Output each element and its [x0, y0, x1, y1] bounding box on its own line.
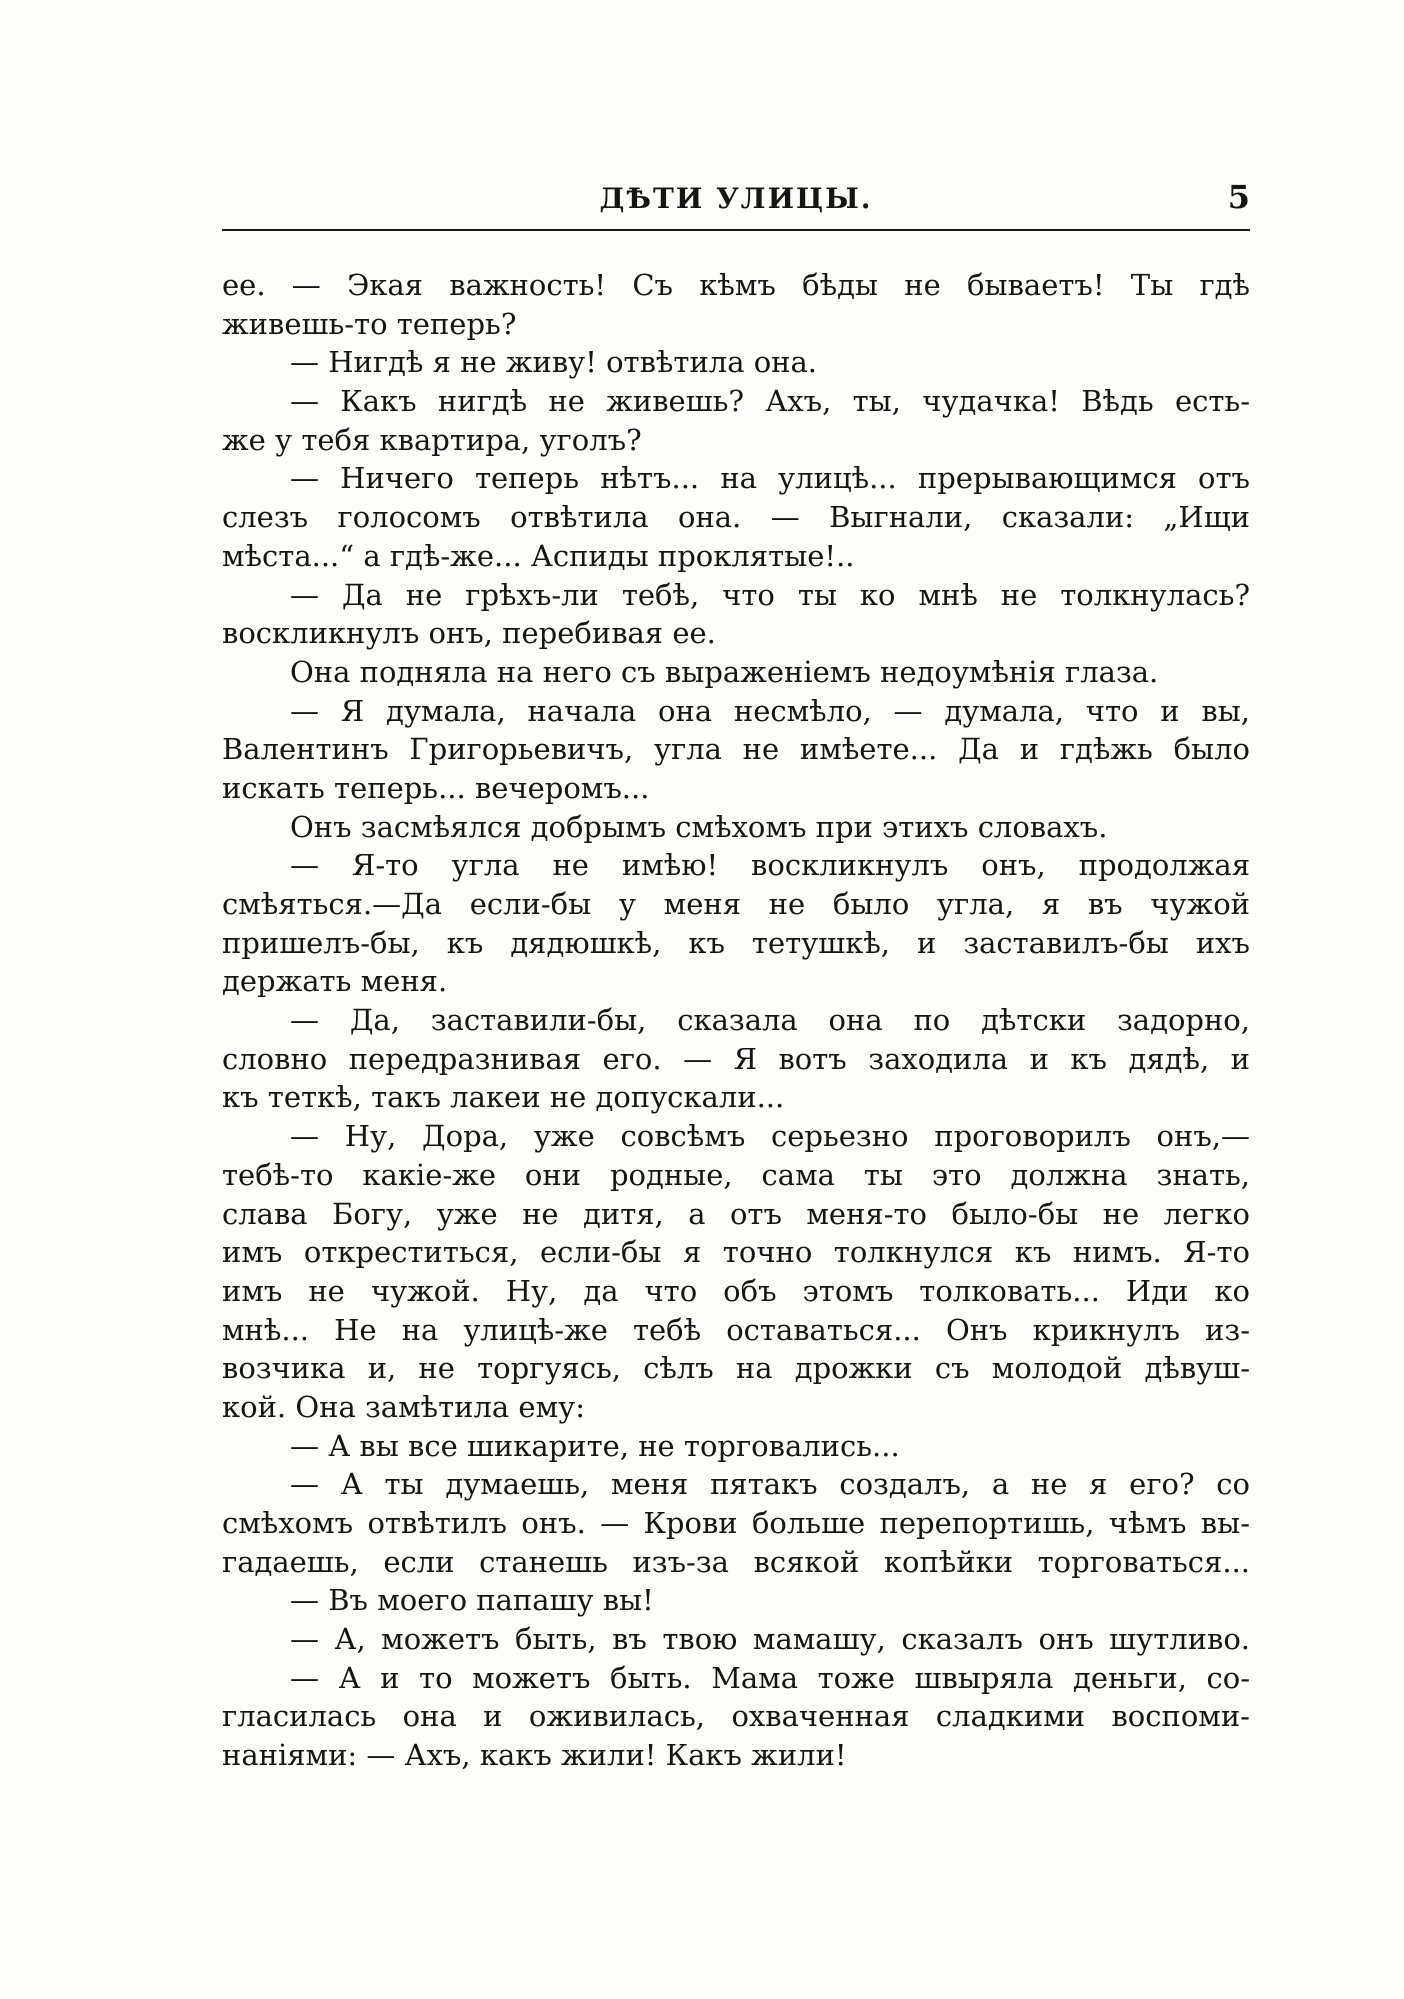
text-line: къ теткѣ, такъ лакеи не допускали... — [222, 1080, 785, 1115]
text-line: наніями: — Ахъ, какъ жили! Какъ жили! — [222, 1738, 847, 1773]
text-line: мѣста...“ а гдѣ-же... Аспиды проклятые!.. — [222, 538, 855, 573]
text-line: тебѣ-то какіе-же они родные, сама ты это должна знать, — [222, 1157, 1250, 1192]
text-line: искать теперь... вечеромъ... — [222, 770, 650, 805]
text-line: — А ты думаешь, меня пятакъ создалъ, а не я его? со — [290, 1467, 1250, 1502]
text-line: — Ничего теперь нѣтъ... на улицѣ... прерывающимся отъ — [290, 461, 1250, 496]
body-text — [222, 266, 1250, 1775]
text-line: воскликнулъ онъ, перебивая ее. — [222, 616, 716, 651]
text-line: — Нигдѣ я не живу! отвѣтила она. — [290, 345, 817, 380]
text-line: держать меня. — [222, 964, 448, 999]
text-line: — А вы все шикарите, не торговались... — [290, 1428, 900, 1463]
text-line: гадаешь, если станешь изъ-за всякой копѣйки торговаться... — [222, 1544, 1250, 1579]
text-line: мнѣ... Не на улицѣ-же тебѣ оставаться... Онъ крикнулъ из- — [222, 1312, 1250, 1347]
text-line: — Какъ нигдѣ не живешь? Ахъ, ты, чудачка! Вѣдь есть- — [290, 384, 1250, 419]
text-line: имъ откреститься, если-бы я точно толкнулся къ нимъ. Я-то — [222, 1235, 1250, 1270]
text-line: слава Богу, уже не дитя, а отъ меня-то было-бы не легко — [222, 1196, 1250, 1231]
text-line: пришелъ-бы, къ дядюшкѣ, къ тетушкѣ, и заставилъ-бы ихъ — [222, 925, 1250, 960]
text-line: ее. — Экая важность! Съ кѣмъ бѣды не бываетъ! Ты гдѣ — [222, 268, 1250, 302]
text-line: кой. Она замѣтила ему: — [222, 1389, 585, 1424]
text-line: живешь-то теперь? — [222, 306, 517, 341]
text-line: словно передразнивая его. — Я вотъ заходила и къ дядѣ, и — [222, 1041, 1250, 1076]
text-line: имъ не чужой. Ну, да что объ этомъ толковать... Иди ко — [222, 1273, 1250, 1308]
text-line: гласилась она и оживилась, охваченная сладкими воспоми- — [222, 1699, 1250, 1734]
header-rule — [222, 229, 1250, 231]
text-line: смѣхомъ отвѣтилъ онъ. — Крови больше перепортишь, чѣмъ вы- — [222, 1506, 1250, 1540]
text-line: — Да, заставили-бы, сказала она по дѣтски задорно, — [290, 1003, 1250, 1038]
text-line: Она подняла на него съ выраженіемъ недоумѣнія глаза. — [290, 654, 1159, 689]
text-line: — Ну, Дора, уже совсѣмъ серьезно проговорилъ онъ,— — [290, 1119, 1250, 1154]
text-line: же у тебя квартира, уголъ? — [222, 422, 642, 457]
running-title: ДѢТИ УЛИЦЫ. — [599, 182, 873, 215]
text-line: — Я-то угла не имѣю! воскликнулъ онъ, продолжая — [290, 848, 1250, 883]
text-line: Онъ засмѣялся добрымъ смѣхомъ при этихъ словахъ. — [290, 809, 1108, 844]
text-line: слезъ голосомъ отвѣтила она. — Выгнали, сказали: „Ищи — [222, 500, 1250, 535]
text-line: — А, можетъ быть, въ твою мамашу, сказалъ онъ шутливо. — [290, 1622, 1250, 1657]
text-line: — Я думала, начала она несмѣло, — думала, что и вы, — [290, 693, 1250, 728]
text-line: — А и то можетъ быть. Мама тоже швыряла деньги, со- — [290, 1660, 1250, 1695]
text-line: — Въ моего папашу вы! — [290, 1583, 654, 1618]
text-line: смѣяться.—Да если-бы у меня не было угла, я въ чужой — [222, 887, 1250, 921]
page-number: 5 — [1227, 178, 1250, 216]
text-line: Валентинъ Григорьевичъ, угла не имѣете... Да и гдѣжь было — [222, 732, 1250, 767]
text-line: возчика и, не торгуясь, сѣлъ на дрожки съ молодой дѣвуш- — [222, 1351, 1250, 1386]
running-head — [222, 178, 1250, 222]
text-line: — Да не грѣхъ-ли тебѣ, что ты ко мнѣ не толкнулась? — [290, 577, 1250, 612]
